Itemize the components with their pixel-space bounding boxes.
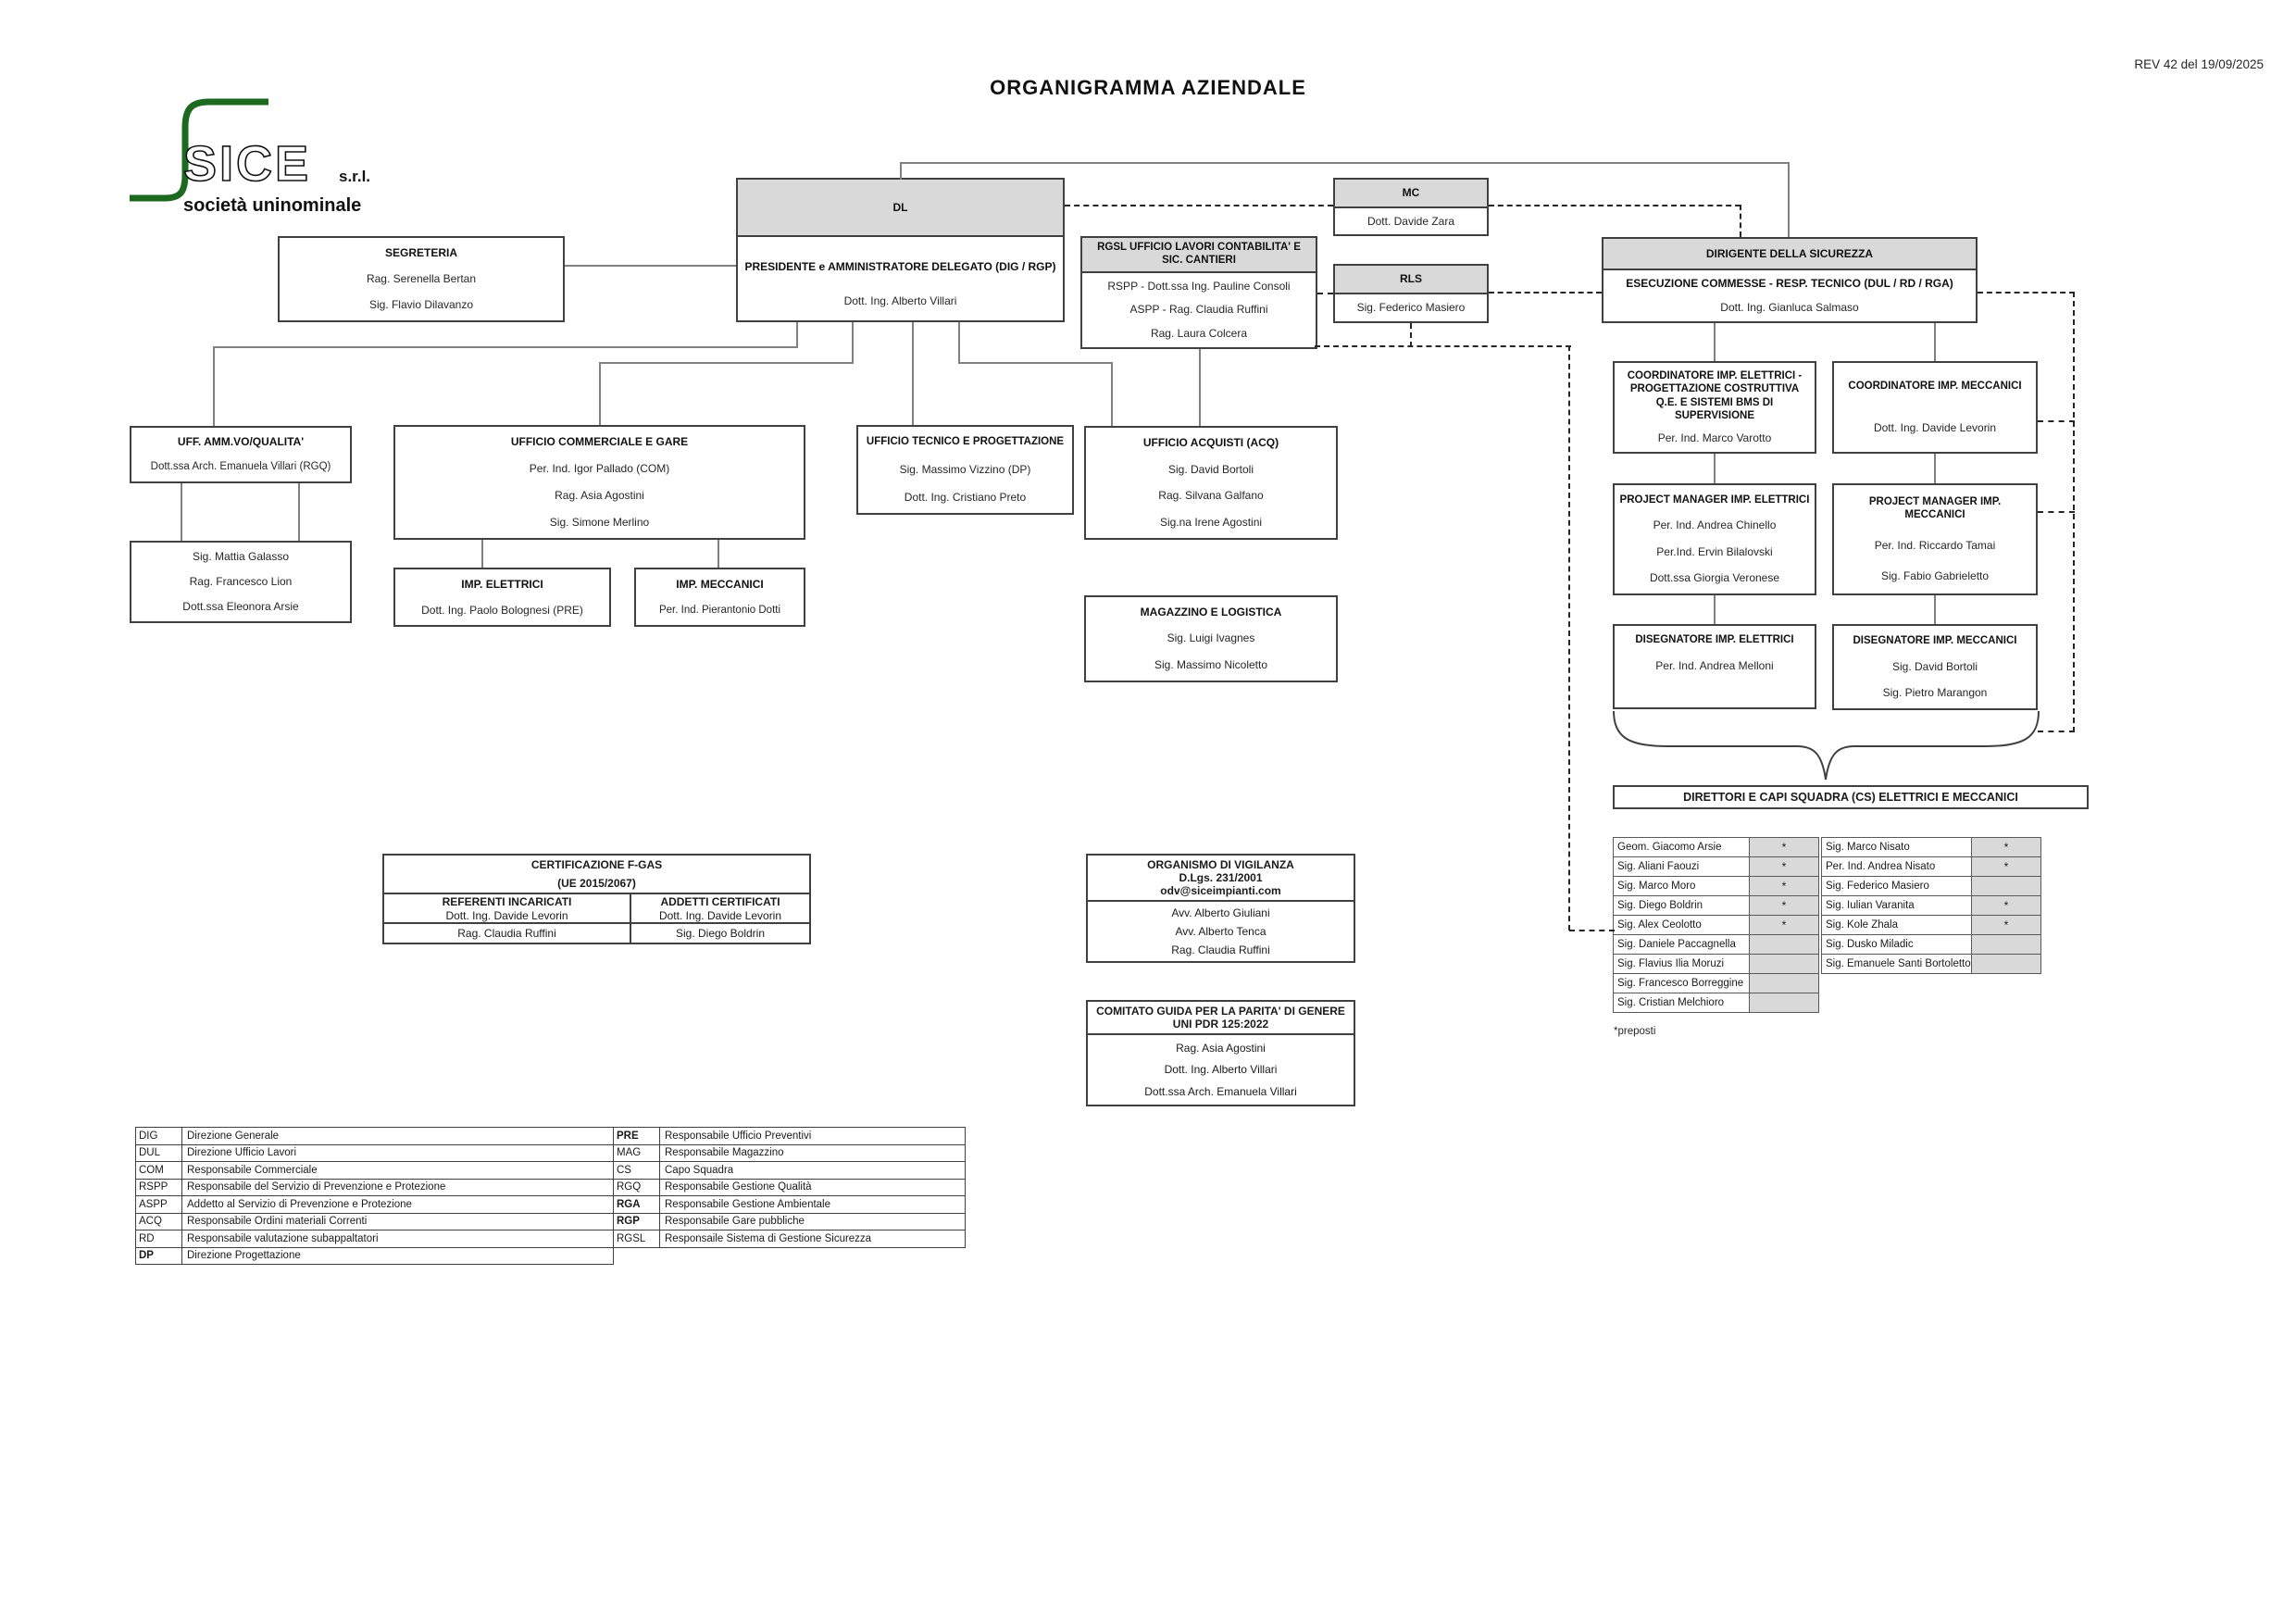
fgas-col2-row2: Sig. Diego Boldrin bbox=[675, 927, 766, 940]
legend-row bbox=[135, 1127, 614, 1145]
fgas-col2-header: ADDETTI CERTIFICATI bbox=[660, 894, 780, 908]
preposto-star-cell bbox=[1749, 993, 1819, 1013]
connector-line bbox=[900, 162, 902, 180]
preposto-star-cell: * bbox=[1971, 856, 2041, 877]
connector-line bbox=[1111, 362, 1113, 426]
dashed-connector-line bbox=[1568, 345, 1570, 931]
legend-row bbox=[613, 1161, 966, 1180]
logo-company-name: SICE bbox=[183, 136, 312, 192]
legend-acronym: COM bbox=[135, 1161, 182, 1180]
company-logo bbox=[128, 85, 396, 224]
squad-member-name: Sig. Emanuele Santi Bortoletto bbox=[1821, 954, 1972, 974]
squad-row bbox=[1613, 837, 1819, 857]
organismo-vigilanza-box bbox=[1086, 854, 1355, 963]
legend-description: Responsabile Commerciale bbox=[181, 1161, 614, 1180]
connector-line bbox=[1199, 349, 1201, 426]
legend-description: Responsabile del Servizio di Prevenzione e Protezione bbox=[181, 1179, 614, 1197]
staff-line: Dott. Ing. Cristiano Preto bbox=[904, 490, 1027, 504]
preposto-star-cell: * bbox=[1749, 915, 1819, 935]
squad-member-name: Sig. Kole Zhala bbox=[1821, 915, 1972, 935]
staff-line: Rag. Laura Colcera bbox=[1150, 326, 1248, 340]
dashed-connector-line bbox=[1065, 205, 1333, 206]
legend-description: Direzione Progettazione bbox=[181, 1247, 614, 1266]
dashed-connector-line bbox=[1569, 930, 1615, 931]
odv-law: D.Lgs. 231/2001 bbox=[1179, 871, 1263, 884]
staff-line: Per. Ind. Riccardo Tamai bbox=[1874, 538, 1996, 552]
fgas-certification-table bbox=[382, 854, 811, 944]
connector-line bbox=[958, 322, 960, 364]
staff-line: Sig. Flavio Dilavanzo bbox=[368, 298, 474, 312]
staff-line: Per. Ind. Andrea Melloni bbox=[1655, 659, 1774, 673]
logo-subtitle: società uninominale bbox=[183, 195, 362, 216]
squad-row bbox=[1613, 856, 1819, 877]
legend-description: Capo Squadra bbox=[659, 1161, 966, 1180]
squad-member-name: Geom. Giacomo Arsie bbox=[1613, 837, 1750, 857]
box-rls bbox=[1333, 264, 1489, 323]
fgas-col1-row2: Rag. Claudia Ruffini bbox=[384, 924, 631, 943]
preposto-star-cell bbox=[1749, 954, 1819, 974]
staff-line: Sig. Luigi Ivagnes bbox=[1167, 631, 1255, 645]
connector-line bbox=[213, 346, 215, 426]
box-segreteria bbox=[278, 236, 565, 322]
box-ufficio-commerciale-gare bbox=[393, 425, 805, 540]
legend-acronym: RD bbox=[135, 1230, 182, 1248]
legend-description: Direzione Ufficio Lavori bbox=[181, 1144, 614, 1163]
staff-line: Sig.na Irene Agostini bbox=[1159, 516, 1263, 530]
squad-member-name: Sig. Marco Moro bbox=[1613, 876, 1750, 896]
staff-line: Per. Ind. Marco Varotto bbox=[1657, 431, 1772, 445]
dashed-connector-line bbox=[2038, 511, 2075, 513]
box-presidente bbox=[736, 178, 1065, 322]
connector-line bbox=[1714, 323, 1716, 361]
comitato-parita-genere-box bbox=[1086, 1000, 1355, 1106]
staff-line: Avv. Alberto Tenca bbox=[1175, 925, 1267, 938]
box-magazzino-logistica bbox=[1084, 595, 1338, 682]
comitato-title: COMITATO GUIDA PER LA PARITA' DI GENERE bbox=[1096, 1005, 1345, 1018]
staff-line: Rag. Serenella Bertan bbox=[366, 271, 477, 285]
legend-row bbox=[613, 1230, 966, 1248]
squad-member-name: Sig. Diego Boldrin bbox=[1613, 895, 1750, 916]
box-commerciale-title: UFFICIO COMMERCIALE E GARE bbox=[510, 435, 689, 448]
dashed-connector-line bbox=[1489, 292, 1602, 294]
staff-line: Dott.ssa Eleonora Arsie bbox=[182, 600, 299, 613]
revision-label: REV 42 del 19/09/2025 bbox=[2134, 57, 2264, 71]
legend-description: Addetto al Servizio di Prevenzione e Protezione bbox=[181, 1195, 614, 1214]
dashed-connector-line bbox=[1317, 293, 1333, 294]
connector-line bbox=[481, 540, 483, 568]
staff-line: Dott. Ing. Davide Levorin bbox=[1873, 421, 1997, 435]
odv-email: odv@siceimpianti.com bbox=[1160, 884, 1281, 897]
squad-member-name: Sig. Alex Ceolotto bbox=[1613, 915, 1750, 935]
connector-line bbox=[599, 362, 854, 364]
preposto-star-cell bbox=[1749, 973, 1819, 993]
legend-acronym: PRE bbox=[613, 1127, 660, 1145]
preposto-star-cell: * bbox=[1971, 915, 2041, 935]
box-project-manager-meccanici bbox=[1832, 483, 2038, 595]
dashed-connector-line bbox=[1410, 323, 1412, 347]
squad-row bbox=[1613, 954, 1819, 974]
staff-line: Rag. Silvana Galfano bbox=[1158, 489, 1264, 503]
connector-line bbox=[1714, 454, 1716, 483]
legend-row bbox=[135, 1195, 614, 1214]
preposto-star-cell bbox=[1971, 934, 2041, 955]
fgas-subtitle: (UE 2015/2067) bbox=[557, 877, 636, 890]
dashed-connector-line bbox=[1489, 205, 1741, 206]
legend-acronym: RGQ bbox=[613, 1179, 660, 1197]
box-tecnico-title: UFFICIO TECNICO E PROGETTAZIONE bbox=[866, 436, 1065, 448]
preposto-star-cell: * bbox=[1749, 895, 1819, 916]
connector-line bbox=[1934, 595, 1936, 624]
staff-line: Dott.ssa Arch. Emanuela Villari bbox=[1144, 1085, 1297, 1099]
squadre-table-right bbox=[1821, 838, 2041, 974]
legend-row bbox=[613, 1213, 966, 1231]
connector-line bbox=[718, 540, 719, 568]
squad-row bbox=[1613, 895, 1819, 916]
box-presidente-tag: DL bbox=[738, 180, 1063, 237]
squad-member-name: Per. Ind. Andrea Nisato bbox=[1821, 856, 1972, 877]
squad-member-name: Sig. Aliani Faouzi bbox=[1613, 856, 1750, 877]
staff-line: Per.Ind. Ervin Bilalovski bbox=[1656, 544, 1773, 558]
dashed-connector-line bbox=[1740, 205, 1741, 237]
legend-description: Responsabile Gare pubbliche bbox=[659, 1213, 966, 1231]
staff-line: Sig. Fabio Gabrieletto bbox=[1880, 568, 1990, 582]
box-uff-amm-team bbox=[130, 541, 352, 623]
preposto-star-cell bbox=[1749, 934, 1819, 955]
staff-line: Per. Ind. Igor Pallado (COM) bbox=[529, 462, 670, 475]
box-presidente-title: PRESIDENTE e AMMINISTRATORE DELEGATO (DIG / RGP) bbox=[744, 260, 1056, 273]
staff-line: Dott. Ing. Gianluca Salmaso bbox=[1720, 300, 1859, 314]
connector-line bbox=[852, 322, 854, 364]
box-coordinatore-elettrici bbox=[1613, 361, 1816, 454]
box-ufficio-tecnico-progettazione bbox=[856, 425, 1074, 515]
staff-line: Rag. Asia Agostini bbox=[555, 489, 644, 502]
squad-member-name: Sig. Flavius Ilia Moruzi bbox=[1613, 954, 1750, 974]
fgas-title: CERTIFICAZIONE F-GAS bbox=[530, 858, 663, 871]
box-rgsl-title: RGSL UFFICIO LAVORI CONTABILITA' E SIC. CANTIERI bbox=[1082, 238, 1316, 273]
legend-table-right bbox=[613, 1128, 966, 1248]
squad-member-name: Sig. Iulian Varanita bbox=[1821, 895, 1972, 916]
box-coord-ele-title: COORDINATORE IMP. ELETTRICI - PROGETTAZIONE COSTRUTTIVA Q.E. E SISTEMI BMS DI SUPERVISIONE bbox=[1627, 369, 1803, 421]
legend-acronym: DIG bbox=[135, 1127, 182, 1145]
legend-description: Direzione Generale bbox=[181, 1127, 614, 1145]
fgas-col2-row1: Dott. Ing. Davide Levorin bbox=[658, 908, 782, 922]
preposto-star-cell bbox=[1971, 954, 2041, 974]
legend-acronym: DUL bbox=[135, 1144, 182, 1163]
squad-member-name: Sig. Francesco Borreggine bbox=[1613, 973, 1750, 993]
squad-row bbox=[1613, 993, 1819, 1013]
box-magazzino-title: MAGAZZINO E LOGISTICA bbox=[1140, 605, 1282, 618]
legend-row bbox=[613, 1144, 966, 1163]
squad-member-name: Sig. Marco Nisato bbox=[1821, 837, 1972, 857]
legend-acronym: DP bbox=[135, 1247, 182, 1266]
box-segreteria-title: SEGRETERIA bbox=[384, 245, 457, 259]
squad-row bbox=[1613, 973, 1819, 993]
legend-acronym: MAG bbox=[613, 1144, 660, 1163]
staff-line: Sig. David Bortoli bbox=[1891, 659, 1978, 673]
connector-line bbox=[912, 322, 914, 425]
legend-acronym: RGSL bbox=[613, 1230, 660, 1248]
squad-row bbox=[1821, 837, 2041, 857]
box-ufficio-acquisti bbox=[1084, 426, 1338, 540]
staff-line: Rag. Asia Agostini bbox=[1176, 1041, 1266, 1055]
connector-line bbox=[213, 346, 798, 348]
box-impianti-meccanici bbox=[634, 568, 805, 627]
box-pm-ele-title: PROJECT MANAGER IMP. ELETTRICI bbox=[1619, 493, 1810, 506]
staff-line: Sig. Massimo Vizzino (DP) bbox=[899, 462, 1031, 476]
legend-description: Responsabile valutazione subappaltatori bbox=[181, 1230, 614, 1248]
staff-line: Dott. Ing. Alberto Villari bbox=[1164, 1063, 1278, 1077]
staff-line: Rag. Claudia Ruffini bbox=[1171, 943, 1270, 956]
legend-description: Responsabile Ordini materiali Correnti bbox=[181, 1213, 614, 1231]
legend-description: Responsaile Sistema di Gestione Sicurezza bbox=[659, 1230, 966, 1248]
preposti-note: *preposti bbox=[1614, 1026, 1656, 1037]
staff-line: Sig. Mattia Galasso bbox=[192, 550, 290, 563]
box-dirigente-sicurezza bbox=[1602, 237, 1978, 323]
staff-line: Dott.ssa Giorgia Veronese bbox=[1649, 571, 1780, 585]
staff-line: RSPP - Dott.ssa Ing. Pauline Consoli bbox=[1107, 280, 1291, 294]
legend-acronym: RGA bbox=[613, 1195, 660, 1214]
box-rls-tag: RLS bbox=[1335, 266, 1487, 294]
legend-row bbox=[135, 1230, 614, 1248]
staff-line: Sig. Federico Masiero bbox=[1356, 301, 1466, 314]
box-impianti-elettrici bbox=[393, 568, 611, 627]
squad-member-name: Sig. Cristian Melchioro bbox=[1613, 993, 1750, 1013]
legend-acronym: RSPP bbox=[135, 1179, 182, 1197]
staff-line: Sig. Simone Merlino bbox=[549, 516, 650, 529]
connector-line bbox=[298, 483, 300, 541]
connector-line bbox=[565, 265, 736, 267]
box-dirigente-title: ESECUZIONE COMMESSE - RESP. TECNICO (DUL / RD / RGA) bbox=[1626, 277, 1953, 291]
staff-line: Dott.ssa Arch. Emanuela Villari (RGQ) bbox=[150, 461, 331, 473]
connector-line bbox=[1934, 323, 1936, 361]
box-coordinatore-meccanici bbox=[1832, 361, 2038, 454]
staff-line: Rag. Francesco Lion bbox=[189, 575, 293, 588]
legend-row bbox=[613, 1179, 966, 1197]
staff-line: Dott. Ing. Alberto Villari bbox=[843, 294, 957, 307]
legend-acronym: RGP bbox=[613, 1213, 660, 1231]
squad-row bbox=[1821, 856, 2041, 877]
legend-row bbox=[613, 1195, 966, 1214]
dashed-connector-line bbox=[2038, 420, 2075, 422]
legend-row bbox=[135, 1247, 614, 1266]
staff-line: Per. Ind. Andrea Chinello bbox=[1653, 518, 1777, 532]
squad-row bbox=[1613, 934, 1819, 955]
legend-acronym: ACQ bbox=[135, 1213, 182, 1231]
squad-member-name: Sig. Dusko Miladic bbox=[1821, 934, 1972, 955]
odv-title: ORGANISMO DI VIGILANZA bbox=[1147, 858, 1294, 871]
fgas-col1-header: REFERENTI INCARICATI bbox=[442, 894, 572, 908]
box-acquisti-title: UFFICIO ACQUISTI (ACQ) bbox=[1142, 435, 1279, 449]
legend-description: Responsabile Magazzino bbox=[659, 1144, 966, 1163]
box-pm-mec-title: PROJECT MANAGER IMP. MECCANICI bbox=[1868, 496, 2002, 521]
squad-row bbox=[1613, 915, 1819, 935]
preposto-star-cell: * bbox=[1971, 837, 2041, 857]
legend-description: Responsabile Gestione Qualità bbox=[659, 1179, 966, 1197]
staff-line: Dott. Davide Zara bbox=[1366, 214, 1455, 228]
box-coord-mec-title: COORDINATORE IMP. MECCANICI bbox=[1848, 380, 2022, 392]
connector-line bbox=[181, 483, 182, 541]
legend-row bbox=[613, 1127, 966, 1145]
page-title: ORGANIGRAMMA AZIENDALE bbox=[990, 76, 1306, 99]
dashed-connector-line bbox=[2038, 731, 2075, 732]
legend-table-left bbox=[135, 1128, 614, 1265]
connector-line bbox=[1788, 162, 1790, 237]
staff-line: Dott. Ing. Paolo Bolognesi (PRE) bbox=[421, 603, 583, 617]
squad-member-name: Sig. Federico Masiero bbox=[1821, 876, 1972, 896]
connector-line bbox=[599, 362, 601, 425]
direttori-capi-squadra-bar: DIRETTORI E CAPI SQUADRA (CS) ELETTRICI E MECCANICI bbox=[1613, 785, 2089, 809]
legend-description: Responsabile Ufficio Preventivi bbox=[659, 1127, 966, 1145]
legend-description: Responsabile Gestione Ambientale bbox=[659, 1195, 966, 1214]
fgas-col1-row1: Dott. Ing. Davide Levorin bbox=[445, 908, 568, 922]
box-project-manager-elettrici bbox=[1613, 483, 1816, 595]
preposto-star-cell: * bbox=[1971, 895, 2041, 916]
dashed-connector-line bbox=[1978, 292, 2075, 294]
legend-row bbox=[135, 1179, 614, 1197]
squad-member-name: Sig. Daniele Paccagnella bbox=[1613, 934, 1750, 955]
squad-row bbox=[1821, 934, 2041, 955]
box-rgsl-ufficio-lavori bbox=[1080, 236, 1317, 349]
box-mc-tag: MC bbox=[1335, 180, 1487, 208]
box-imp-meccanici-title: IMP. MECCANICI bbox=[676, 577, 764, 591]
box-uff-amministrativo-qualita bbox=[130, 426, 352, 483]
squad-row bbox=[1821, 915, 2041, 935]
dashed-connector-line bbox=[1315, 345, 1571, 347]
logo-suffix: s.r.l. bbox=[339, 168, 371, 185]
preposto-star-cell bbox=[1971, 876, 2041, 896]
connector-line bbox=[900, 162, 1790, 164]
legend-acronym: ASPP bbox=[135, 1195, 182, 1214]
box-imp-elettrici-title: IMP. ELETTRICI bbox=[461, 577, 543, 591]
brace-connector bbox=[1613, 709, 2040, 789]
staff-line: ASPP - Rag. Claudia Ruffini bbox=[1129, 303, 1268, 317]
staff-line: Sig. David Bortoli bbox=[1167, 462, 1254, 476]
dashed-connector-line bbox=[2073, 292, 2075, 732]
preposto-star-cell: * bbox=[1749, 837, 1819, 857]
box-dirigente-tag: DIRIGENTE DELLA SICUREZZA bbox=[1603, 239, 1976, 270]
squad-row bbox=[1613, 876, 1819, 896]
squad-row bbox=[1821, 895, 2041, 916]
staff-line: Sig. Pietro Marangon bbox=[1882, 686, 1988, 700]
box-dis-mec-title: DISEGNATORE IMP. MECCANICI bbox=[1853, 634, 2017, 646]
connector-line bbox=[1934, 454, 1936, 483]
box-disegnatore-meccanici bbox=[1832, 624, 2038, 710]
box-dis-ele-title: DISEGNATORE IMP. ELETTRICI bbox=[1635, 634, 1794, 645]
preposto-star-cell: * bbox=[1749, 856, 1819, 877]
box-disegnatore-elettrici bbox=[1613, 624, 1816, 709]
legend-acronym: CS bbox=[613, 1161, 660, 1180]
preposto-star-cell: * bbox=[1749, 876, 1819, 896]
connector-line bbox=[958, 362, 1113, 364]
comitato-norma: UNI PDR 125:2022 bbox=[1172, 1018, 1269, 1031]
legend-row bbox=[135, 1144, 614, 1163]
squad-row bbox=[1821, 954, 2041, 974]
connector-line bbox=[1714, 595, 1716, 624]
legend-row bbox=[135, 1213, 614, 1231]
staff-line: Sig. Massimo Nicoletto bbox=[1154, 658, 1268, 672]
box-medico-competente bbox=[1333, 178, 1489, 236]
staff-line: Per. Ind. Pierantonio Dotti bbox=[658, 604, 781, 616]
connector-line bbox=[796, 322, 798, 348]
squad-row bbox=[1821, 876, 2041, 896]
legend-row bbox=[135, 1161, 614, 1180]
box-uff-amm-title: UFF. AMM.VO/QUALITA' bbox=[177, 435, 305, 449]
squadre-table-left bbox=[1613, 838, 1819, 1013]
staff-line: Avv. Alberto Giuliani bbox=[1171, 906, 1270, 919]
